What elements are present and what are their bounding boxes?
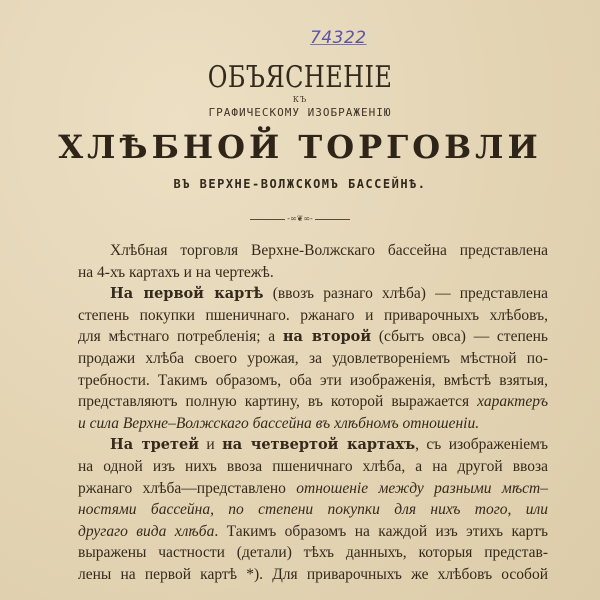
text-line <box>78 391 548 413</box>
text-line <box>78 305 548 327</box>
text-segment: (сбытъ овса) — степень <box>371 328 548 346</box>
bold-phrase: на четвертой картахъ <box>222 436 416 454</box>
italic-phrase: другаго вида хлѣба <box>78 522 215 540</box>
text-line <box>78 542 548 564</box>
text-line <box>78 521 548 543</box>
text-line <box>78 456 548 478</box>
text-segment: лены на первой картѣ *). Для приварочныхъ же хлѣбовъ особой <box>78 565 548 583</box>
page-subtitle: ГРАФИЧЕСКОМУ ИЗОБРАЖЕНІЮ <box>208 106 392 119</box>
ornament-divider <box>250 214 350 224</box>
text-segment: степень покупки пшеничнаго. ржанаго и приварочныхъ хлѣбовъ, <box>78 306 548 324</box>
text-line <box>78 434 548 456</box>
bold-phrase: На первой картѣ <box>110 285 264 303</box>
text-line <box>78 262 548 284</box>
text-segment: представляютъ полную картину, въ которой выражается <box>78 393 478 411</box>
bold-phrase: на второй <box>282 328 372 346</box>
italic-phrase: и сила Верхне–Волжскаго бассейна въ хлѣбномъ отношеніи. <box>78 414 480 432</box>
text-line <box>78 348 548 370</box>
text-segment: для мѣстнаго потребленія; а <box>78 328 283 346</box>
text-line <box>78 413 548 435</box>
text-line <box>78 499 548 521</box>
inventory-number: 74322 <box>310 28 367 48</box>
text-segment: выражены частности (детали) тѣхъ данныхъ, которыя представ- <box>78 544 548 562</box>
text-segment: (ввозъ разнаго хлѣба) — представлена <box>263 285 548 303</box>
italic-phrase: ностями бассейна, по степени покупки для нихъ того, или <box>78 501 548 519</box>
page-title: ОБЪЯСНЕНІЕ <box>207 60 393 95</box>
text-segment: . Такимъ образомъ на каждой изъ этихъ картъ <box>214 522 548 540</box>
bold-phrase: На третей <box>110 436 199 454</box>
text-line <box>78 326 548 348</box>
text-segment: Хлѣбная торговля Верхне-Волжскаго бассейна представлена <box>110 242 548 259</box>
region-title: ВЪ ВЕРХНЕ-ВОЛЖСКОМЪ БАССЕЙНѢ. <box>173 177 427 191</box>
italic-phrase: отношеніе между разными мѣст– <box>296 479 548 497</box>
text-line <box>78 564 548 586</box>
text-line <box>78 478 548 500</box>
italic-phrase: характеръ <box>477 393 548 411</box>
text-line <box>78 240 548 262</box>
main-title: ХЛѢБНОЙ ТОРГОВЛИ <box>58 128 542 166</box>
text-segment: , съ изображеніемъ <box>415 436 548 454</box>
text-line <box>78 283 548 305</box>
text-segment: требности. Такимъ образомъ, оба эти изображенія, вмѣстѣ взятыя, <box>78 371 548 389</box>
text-segment: и <box>199 436 223 454</box>
text-segment: продажи хлѣба своего урожая, за удовлетвореніемъ мѣстной по- <box>78 349 548 367</box>
title-preposition: КЪ <box>292 95 308 104</box>
text-segment: ржанаго хлѣба—представлено <box>78 479 297 497</box>
text-segment: на 4-хъ картахъ и на чертежѣ. <box>78 263 274 281</box>
text-segment: на одной изъ нихъ ввоза пшеничнаго хлѣба, а на другой ввоза <box>78 457 548 475</box>
body-text <box>78 240 548 586</box>
text-line <box>78 370 548 392</box>
divider-line-left <box>250 219 285 220</box>
divider-line-right <box>315 219 350 220</box>
fleuron-icon: -∞❦∞- <box>287 214 313 223</box>
